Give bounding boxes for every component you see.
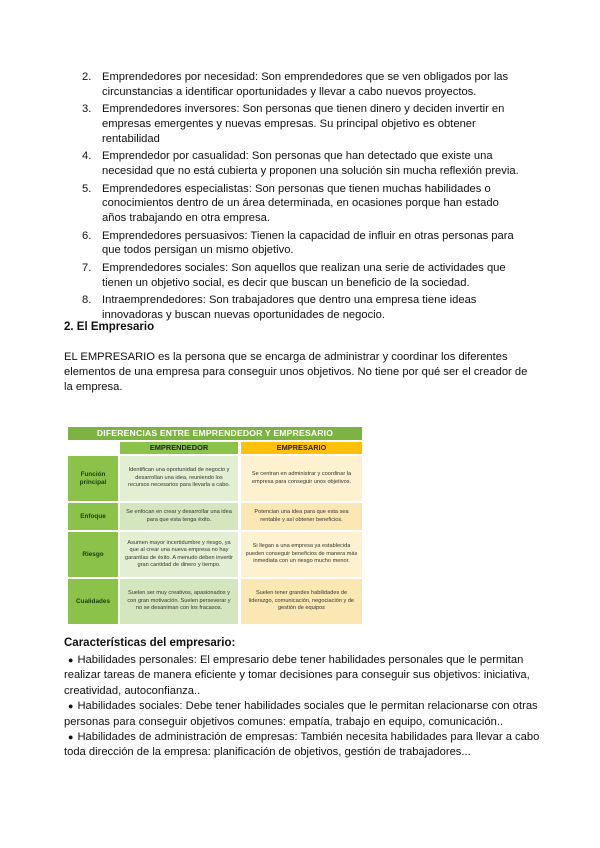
list-item — [64, 653, 540, 699]
list-text: Emprendedor por casualidad: Son personas que han detectado que existe una necesidad que no está cubierta y proponen una solución sin mucha reflexión previa. — [102, 150, 519, 177]
bullet-icon: ● — [68, 655, 74, 665]
list-text: Emprendedores persuasivos: Tienen la capacidad de influir en otras personas para que todos persigan un mismo objetivo. — [102, 229, 514, 257]
row-header-cualidades: Cualidades — [68, 579, 118, 624]
list-number: 5. — [82, 182, 92, 195]
list-text: Emprendedores inversores: Son personas que tienen dinero y deciden invertir en empresas emergentes y nuevas empresas. Su principal objetivo es obtener rentabilidad — [102, 103, 505, 145]
list-item — [82, 182, 522, 226]
list-item — [82, 70, 522, 99]
cell-emprendedor-cualidades: Suelen ser muy creativos, apasionados y con gran motivación. Suelen perseverar y no se desaniman con los fracasos. — [120, 579, 238, 624]
list-item — [82, 261, 522, 290]
cell-emprendedor-riesgo: Asumen mayor incertidumbre y riesgo, ya que al crear una nueva empresa no hay garantías de éxito. A menudo deben invertir gran cantidad de dinero y tiempo. — [120, 532, 238, 577]
row-header-riesgo: Riesgo — [68, 532, 118, 577]
cell-emprendedor-funcion: Identifican una oportunidad de negocio y desarrollan una idea, reuniendo los recursos necesarios para llevarla a cabo. — [120, 456, 238, 501]
list-item — [82, 102, 522, 146]
list-number: 2. — [82, 71, 92, 83]
bullet-text: Habilidades sociales: Debe tener habilidades sociales que le permitan relacionarse con otras personas para conseguir objetivos comunes: empatía, trabajo en equipo, comunicación.. — [64, 700, 538, 728]
cell-empresario-cualidades: Suelen tener grandes habilidades de liderazgo, comunicación, negociación y de gestión de equipos — [241, 579, 362, 624]
list-text: Emprendedores especialistas: Son personas que tienen muchas habilidades o conocimientos dentro de un área determinada, en ocasiones porque han estado años trabajando en otra empresa. — [102, 182, 499, 224]
cell-empresario-enfoque: Potencian una idea para que esta sea rentable y así obtener beneficios. — [241, 503, 362, 530]
list-text: Emprendedores sociales: Son aquellos que realizan una serie de actividades que tienen un objetivo social, es decir que buscan un beneficio de la sociedad. — [102, 262, 506, 289]
list-number: 3. — [82, 103, 92, 116]
list-number: 4. — [82, 150, 92, 163]
section-heading: 2. El Empresario — [64, 321, 155, 333]
bullet-icon: ● — [68, 701, 74, 712]
list-number: 8. — [82, 294, 92, 307]
list-number: 6. — [82, 229, 92, 242]
list-item — [82, 229, 522, 258]
characteristics-heading: Características del empresario: — [64, 637, 236, 649]
bullet-icon: ● — [68, 732, 74, 743]
row-header-funcion: Función principal — [68, 456, 118, 501]
row-header-enfoque: Enfoque — [68, 503, 118, 530]
list-item — [82, 293, 522, 322]
cell-emprendedor-enfoque: Se enfocan en crear y desarrollar una idea para que esta tenga éxito. — [120, 503, 238, 530]
table-title: DIFERENCIAS ENTRE EMPRENDEDOR Y EMPRESARIO — [68, 427, 362, 440]
comparison-table-image — [68, 427, 362, 624]
cell-empresario-riesgo: Si llegan a una empresa ya establecida pueden conseguir beneficios de manera más inmediata con un riesgo mucho menor. — [241, 532, 362, 577]
section-paragraph: EL EMPRESARIO es la persona que se encarga de administrar y coordinar los diferentes elementos de una empresa para conseguir unos objetivos. No tiene por qué ser el creador de la empresa. — [64, 351, 528, 394]
bullet-text: Habilidades personales: El empresario debe tener habilidades personales que le permitan realizar tareas de manera eficiente y tomar decisiones para conseguir sus objetivos: iniciativa, creatividad, autoconfianza.. — [64, 654, 530, 697]
list-item — [64, 730, 540, 761]
list-number: 7. — [82, 262, 92, 275]
list-item — [82, 149, 522, 178]
list-text: Emprendedores por necesidad: Son emprendedores que se ven obligados por las circunstancias a identificar oportunidades y llevar a cabo nuevos proyectos. — [102, 71, 509, 98]
bullet-text: Habilidades de administración de empresas: También necesita habilidades para llevar a cabo toda dirección de la empresa: planificación de objetivos, gestión de trabajadores... — [64, 731, 540, 759]
entrepreneur-types-list — [82, 70, 522, 326]
characteristics-list — [64, 653, 540, 761]
list-text: Intraemprendedores: Son trabajadores que dentro una empresa tiene ideas innovadoras y buscan nuevas oportunidades de negocio. — [102, 294, 477, 322]
column-header-emprendedor: EMPRENDEDOR — [120, 442, 238, 454]
list-item — [64, 699, 540, 730]
column-header-empresario: EMPRESARIO — [241, 442, 362, 454]
cell-empresario-funcion: Se centran en administrar y coordinar la empresa para conseguir unos objetivos. — [241, 456, 362, 501]
